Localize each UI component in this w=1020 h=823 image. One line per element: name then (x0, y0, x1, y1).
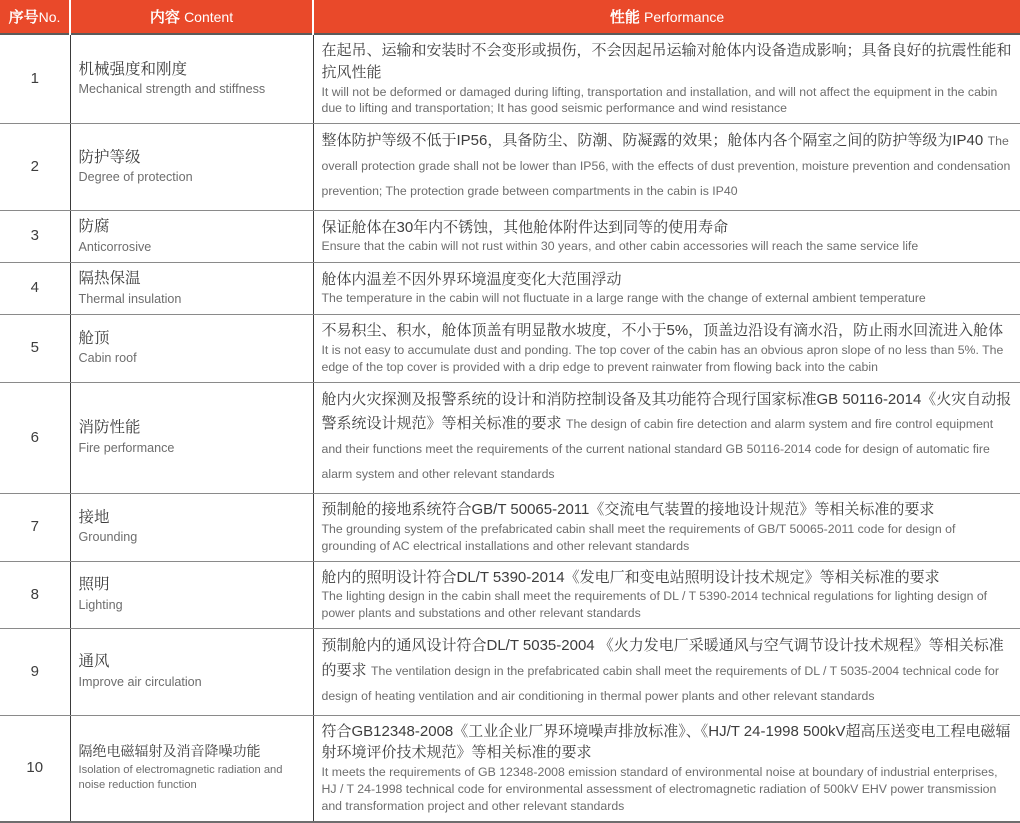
column-header-no (0, 0, 70, 34)
content-cell (70, 629, 313, 715)
performance-cell (313, 493, 1020, 561)
content-zh: 照明 (78, 576, 110, 594)
content-zh: 防腐 (78, 217, 110, 235)
table-row (0, 561, 1020, 629)
performance-en: The temperature in the cabin will not fluctuate in a large range with the change of external ambient temperature (321, 291, 926, 306)
performance-cell (313, 124, 1020, 210)
table-row (0, 210, 1020, 262)
table-row (0, 382, 1020, 493)
row-number: 5 (0, 314, 70, 382)
row-number: 1 (0, 34, 70, 124)
content-zh: 防护等级 (78, 148, 141, 166)
table-row (0, 629, 1020, 715)
header-row (0, 0, 1020, 34)
content-en: Grounding (78, 530, 138, 545)
performance-cell (313, 715, 1020, 822)
content-cell (70, 715, 313, 822)
column-header-content-zh: 内容 (149, 9, 180, 26)
content-en: Isolation of electromagnetic radiation and noise reduction function (78, 763, 283, 792)
performance-zh: 在起吊、运输和安装时不会变形或损伤，不会因起吊运输对舱体内设备造成影响；具备良好的抗震性能和抗风性能 (321, 42, 1012, 81)
row-number: 9 (0, 629, 70, 715)
performance-zh: 整体防护等级不低于IP56，具备防尘、防潮、防凝露的效果；舱体内各个隔室之间的防护等级为IP40 (321, 132, 984, 150)
row-number: 6 (0, 382, 70, 493)
table-header (0, 0, 1020, 34)
performance-zh: 不易积尘、积水，舱体顶盖有明显散水坡度，不小于5%，顶盖边沿设有滴水沿，防止雨水回流进入舱体 (321, 321, 1004, 339)
column-header-no-zh: 序号 (8, 9, 39, 26)
performance-en: Ensure that the cabin will not rust within 30 years, and other cabin accessories will reach the same service life (321, 239, 919, 254)
performance-paragraph (322, 129, 1013, 203)
row-number: 2 (0, 124, 70, 210)
performance-zh: 舱内火灾探测及报警系统的设计和消防控制设备及其功能符合现行国家标准GB 50116-2014《火灾自动报警系统设计规范》等相关标准的要求 (321, 390, 1012, 433)
performance-paragraph (322, 634, 1013, 708)
table-row (0, 262, 1020, 314)
performance-en: The ventilation design in the prefabricated cabin shall meet the requirements of DL / T 5035-2004 technical code for design of heating ventilation and air conditioning in thermal power plants and other relevant standards (321, 664, 999, 703)
performance-zh: 保证舱体在30年内不锈蚀，其他舱体附件达到同等的使用寿命 (321, 218, 729, 236)
performance-zh: 预制舱的接地系统符合GB/T 50065-2011《交流电气装置的接地设计规范》等相关标准的要求 (321, 500, 935, 518)
content-zh: 隔绝电磁辐射及消音降噪功能 (78, 743, 261, 760)
performance-cell (313, 34, 1020, 124)
performance-cell (313, 314, 1020, 382)
content-zh: 隔热保温 (78, 269, 141, 287)
content-cell (70, 124, 313, 210)
column-header-performance-zh: 性能 (609, 9, 640, 26)
performance-zh: 舱体内温差不因外界环境温度变化大范围浮动 (321, 270, 622, 288)
content-zh: 通风 (78, 653, 110, 671)
column-header-performance (313, 0, 1020, 34)
row-number: 4 (0, 262, 70, 314)
performance-zh: 符合GB12348-2008《工业企业厂界环境噪声排放标准》、《HJ/T 24-1998 500kV超高压送变电工程电磁辐射环境评价技术规范》等相关标准的要求 (321, 722, 1011, 762)
content-cell (70, 382, 313, 493)
row-number: 3 (0, 210, 70, 262)
row-number: 8 (0, 561, 70, 629)
table-row (0, 124, 1020, 210)
performance-cell (313, 629, 1020, 715)
performance-en: It is not easy to accumulate dust and ponding. The top cover of the cabin has an obvious apron slope of no less than 5%. The edge of the top cover is provided with a drip edge to prevent rainwater from flowing back into the cabin (321, 342, 1004, 374)
content-zh: 接地 (78, 508, 110, 526)
performance-en: The design of cabin fire detection and alarm system and fire control equipment and their functions meet the requirements of the current national standard GB 50116-2014 code for design of automatic fire alarm system and other relevant standards (321, 417, 994, 482)
table-body (0, 34, 1020, 822)
content-cell (70, 210, 313, 262)
content-cell (70, 262, 313, 314)
content-zh: 舱顶 (78, 329, 110, 347)
content-en: Fire performance (78, 440, 175, 455)
performance-zh: 舱内的照明设计符合DL/T 5390-2014《发电厂和变电站照明设计技术规定》等相关标准的要求 (321, 568, 940, 586)
performance-en: It will not be deformed or damaged during lifting, transportation and installation, and will not affect the equipment in the cabin due to lifting and transportation; It has good seismic performance and wind resistance (321, 84, 998, 116)
content-zh: 机械强度和刚度 (78, 60, 188, 78)
column-header-performance-en: Performance (644, 9, 725, 25)
content-en: Lighting (78, 598, 123, 613)
content-en: Mechanical strength and stiffness (78, 82, 266, 97)
table-row (0, 715, 1020, 822)
performance-en: It meets the requirements of GB 12348-2008 emission standard of environmental noise at boundary of industrial enterprises, HJ / T 24-1998 technical code for environmental assessment of electromagnetic radiation of 500kV EHV power transmission and transformation project and other relevant standards (321, 765, 998, 814)
performance-cell (313, 210, 1020, 262)
content-cell (70, 561, 313, 629)
performance-zh: 预制舱内的通风设计符合DL/T 5035-2004 《火力发电厂采暖通风与空气调节设计技术规程》等相关标准的要求 (321, 637, 1004, 679)
performance-en: The grounding system of the prefabricated cabin shall meet the requirements of GB/T 50065-2011 code for design of grounding of AC electrical installations and other relevant standards (321, 521, 956, 553)
column-header-no-en: No. (38, 9, 61, 25)
content-cell (70, 314, 313, 382)
content-en: Improve air circulation (78, 675, 202, 690)
row-number: 7 (0, 493, 70, 561)
performance-en: The overall protection grade shall not be lower than IP56, with the effects of dust prevention, moisture prevention and condensation prevention; The protection grade between compartments in the cabin is IP40 (321, 134, 1011, 199)
performance-en: The lighting design in the cabin shall meet the requirements of DL / T 5390-2014 technical regulations for lighting design of power plants and substations and other relevant standards (321, 589, 988, 621)
performance-cell (313, 382, 1020, 493)
column-header-content (70, 0, 313, 34)
table-row (0, 34, 1020, 124)
content-en: Degree of protection (78, 170, 193, 185)
performance-paragraph (322, 388, 1013, 487)
content-cell (70, 34, 313, 124)
table-row (0, 493, 1020, 561)
content-en: Cabin roof (78, 351, 137, 366)
content-en: Anticorrosive (78, 239, 152, 254)
performance-cell (313, 561, 1020, 629)
performance-cell (313, 262, 1020, 314)
table-row (0, 314, 1020, 382)
row-number: 10 (0, 715, 70, 822)
content-zh: 消防性能 (78, 419, 141, 437)
content-en: Thermal insulation (78, 291, 182, 306)
column-header-content-en: Content (184, 9, 234, 25)
content-cell (70, 493, 313, 561)
